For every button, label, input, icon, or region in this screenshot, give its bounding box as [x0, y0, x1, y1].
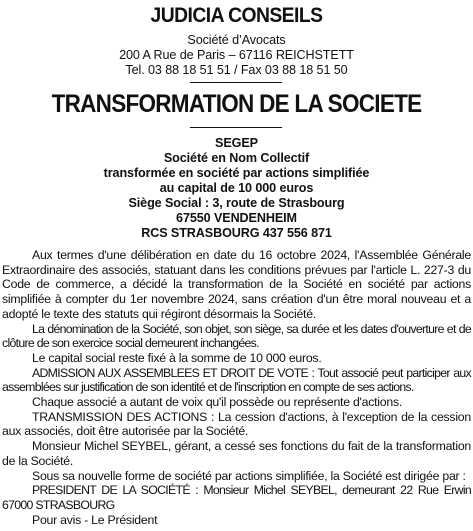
- company-name: SEGEP: [215, 136, 258, 150]
- divider-top: [190, 82, 282, 83]
- divider-title: [190, 127, 282, 128]
- paragraph-transfer: TRANSMISSION DES ACTIONS : La cession d'actions, à l'exception de la cession aux associés, doit être autorisée par la Société.: [2, 409, 471, 439]
- company-rcs: RCS STRASBOURG 437 556 871: [141, 226, 332, 240]
- paragraph-new-form: Sous sa nouvelle forme de société par actions simplifiée, la Société est dirigée par :: [32, 468, 466, 483]
- paragraph-assemblies: ADMISSION AUX ASSEMBLEES ET DROIT DE VOTE : Tout associé peut participer aux assemblées sur justification de son identité et de l'inscription en compte de ses actions.: [2, 365, 471, 395]
- company-city: 67550 VENDENHEIM: [176, 211, 297, 225]
- paragraph-unchanged: La dénomination de la Société, son objet, son siège, sa durée et les dates d'ouverture et de clôture de son exercice social demeurent inchangées.: [2, 321, 471, 351]
- notice-title: TRANSFORMATION DE LA SOCIETE: [51, 90, 422, 118]
- firm-phone-fax: Tel. 03 88 18 51 51 / Fax 03 88 18 51 50: [125, 63, 348, 77]
- paragraph-capital: Le capital social reste fixé à la somme de 10 000 euros.: [32, 350, 322, 365]
- firm-name: JUDICIA CONSEILS: [150, 4, 323, 27]
- company-form-old: Société en Nom Collectif: [163, 151, 310, 165]
- paragraph-votes: Chaque associé a autant de voix qu'il possède ou représente d'actions.: [32, 395, 403, 410]
- firm-type: Société d’Avocats: [187, 33, 286, 47]
- paragraph-manager: Monsieur Michel SEYBEL, gérant, a cessé ses fonctions du fait de la transformation de la Société.: [2, 439, 471, 468]
- paragraph-signature: Pour avis - Le Président: [32, 512, 158, 527]
- company-form-new: transformée en société par actions simplifiée: [103, 166, 370, 180]
- paragraph-deliberation: Aux termes d'une délibération en date du 16 octobre 2024, l'Assemblée Générale Extraordinaire des associés, statuant dans les conditions prévues par l'article L. 227-3 du Code de commerce, a décidé la transformation de la Société en société par actions simplifiée à compter du 1er novembre 2024, sans création d'un être moral nouveau et a adopté le texte des statuts qui régiront désormais la Société.: [2, 248, 471, 321]
- company-seat: Siège Social : 3, route de Strasbourg: [128, 196, 345, 210]
- firm-address: 200 A Rue de Paris – 67116 REICHSTETT: [119, 48, 354, 62]
- paragraph-president: PRESIDENT DE LA SOCIÉTÉ : Monsieur Michel SEYBEL, demeurant 22 Rue Erwin 67000 STRASBOURG: [2, 483, 471, 512]
- company-capital: au capital de 10 000 euros: [159, 181, 314, 195]
- notice-body: [2, 248, 471, 527]
